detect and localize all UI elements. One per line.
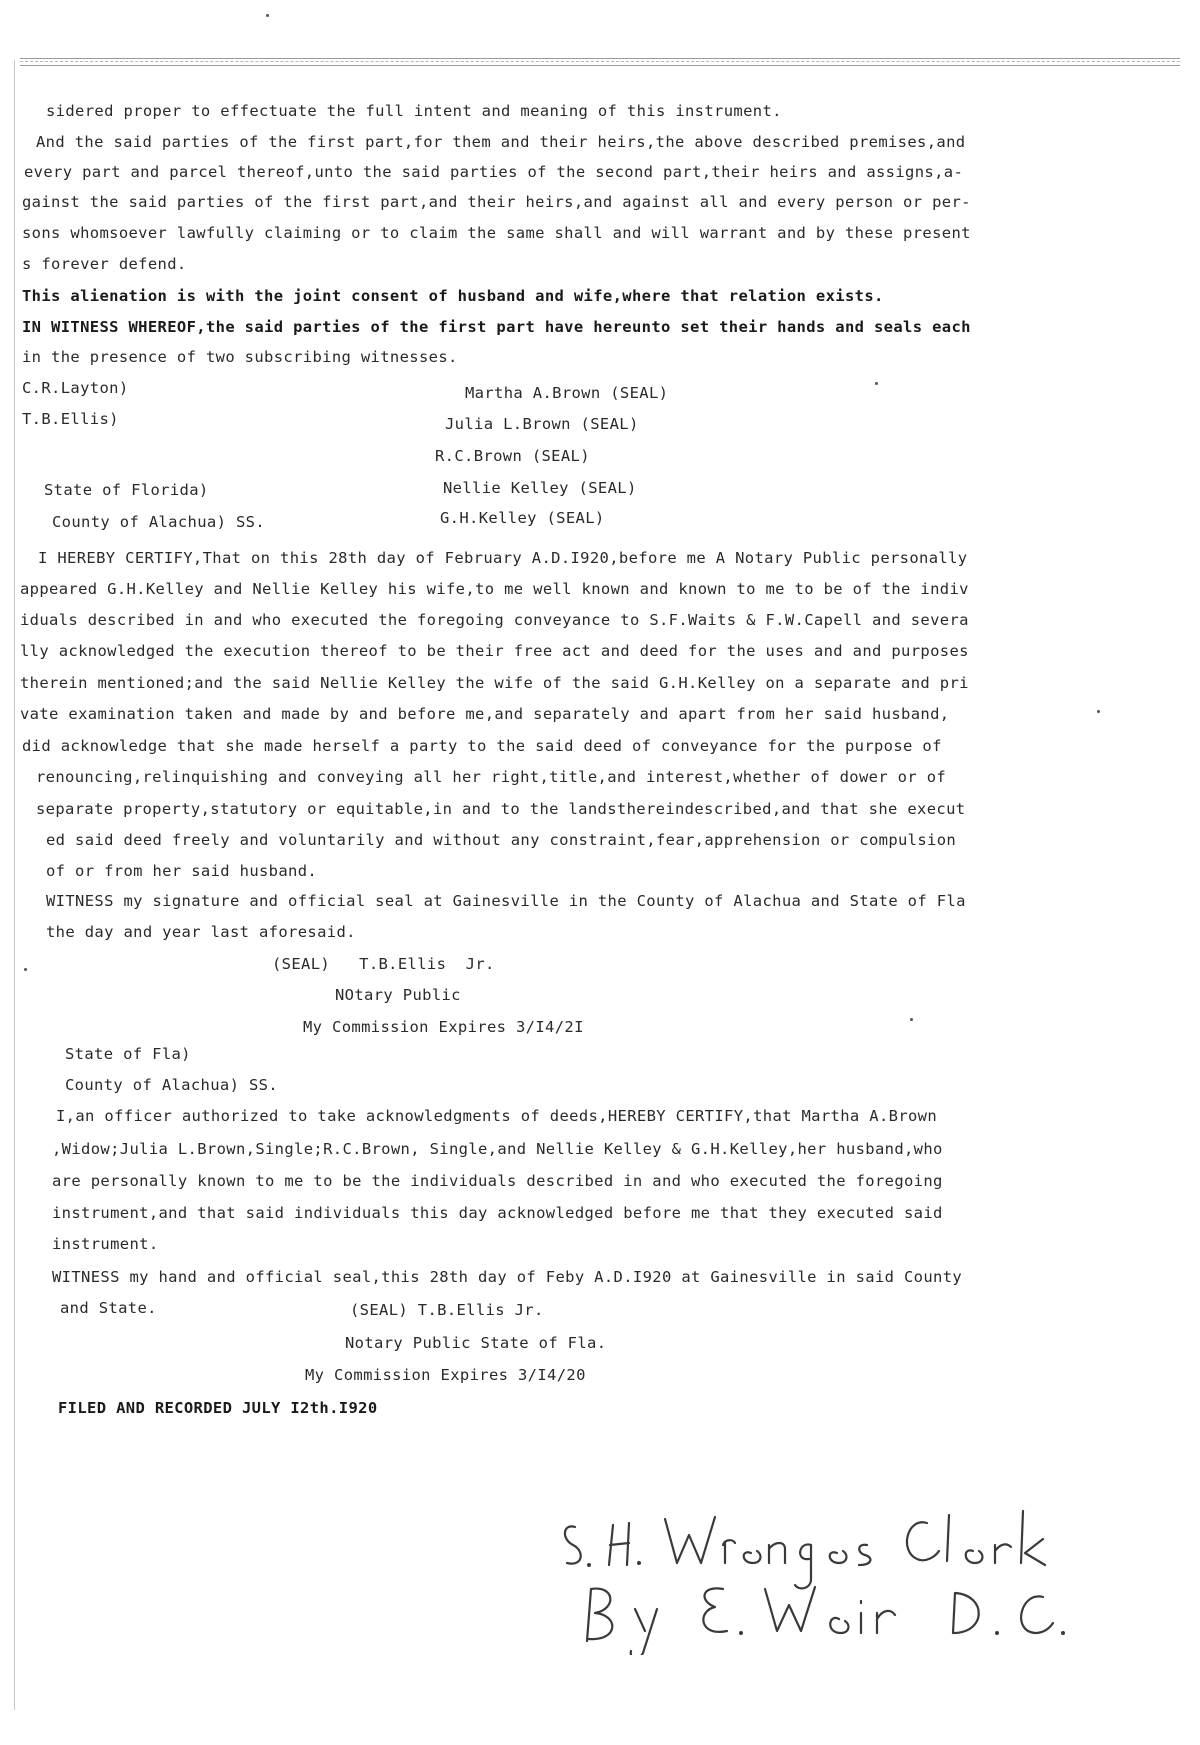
ack1-line: did acknowledge that she made herself a party to the said deed of conveyance for the purpose of (22, 737, 942, 755)
speck (24, 968, 27, 971)
ack1-line: separate property,statutory or equitable,in and to the landsthereindescribed,and that she execut (36, 800, 966, 818)
ack2-line: I,an officer authorized to take acknowledgments of deeds,HEREBY CERTIFY,that Martha A.Brown (56, 1107, 938, 1125)
speck (910, 1018, 913, 1021)
ack1-line: renouncing,relinquishing and conveying all her right,title,and interest,whether of dower or of (36, 768, 947, 786)
ack1-line: WITNESS my signature and official seal at Gainesville in the County of Alachua and State of Fla (46, 892, 966, 910)
deed-line: in the presence of two subscribing witnesses. (22, 348, 458, 366)
ack2-line: are personally known to me to be the individuals described in and who executed the foregoing (52, 1172, 943, 1190)
ack1-line: ed said deed freely and voluntarily and without any constraint,fear,apprehension or compulsion (46, 831, 957, 849)
ack1-notary-seal: (SEAL) T.B.Ellis Jr. (272, 955, 495, 973)
ack2-line: and State. (60, 1299, 157, 1317)
ack2-line: ,Widow;Julia L.Brown,Single;R.C.Brown, Single,and Nellie Kelley & G.H.Kelley,her husband,who (52, 1140, 943, 1158)
ack2-notary-title: Notary Public State of Fla. (345, 1334, 607, 1352)
ack1-line: appeared G.H.Kelley and Nellie Kelley his wife,to me well known and known to me to be of the indiv (20, 580, 969, 598)
filed-recorded: FILED AND RECORDED JULY I2th.I920 (58, 1399, 378, 1417)
deed-line: sidered proper to effectuate the full intent and meaning of this instrument. (46, 102, 782, 120)
ack1-line: the day and year last aforesaid. (46, 923, 356, 941)
speck (1097, 710, 1100, 713)
ack1-line: iduals described in and who executed the foregoing conveyance to S.F.Waits & F.W.Capell and severa (20, 611, 969, 629)
ack1-line: vate examination taken and made by and before me,and separately and apart from her said husband, (20, 705, 950, 723)
grantor-signature: G.H.Kelley (SEAL) (440, 509, 605, 527)
deed-line: gainst the said parties of the first part,and their heirs,and against all and every person or per- (22, 193, 971, 211)
ack2-county: County of Alachua) SS. (65, 1076, 278, 1094)
ack1-notary-title: NOtary Public (335, 986, 461, 1004)
ack2-state: State of Fla) (65, 1045, 191, 1063)
ack2-notary-seal: (SEAL) T.B.Ellis Jr. (350, 1301, 544, 1319)
ack2-line: instrument. (52, 1235, 159, 1253)
grantor-signature: Nellie Kelley (SEAL) (443, 479, 637, 497)
deed-line: every part and parcel thereof,unto the said parties of the second part,their heirs and assigns,a- (24, 163, 964, 181)
speck (266, 14, 269, 17)
grantor-signature: Martha A.Brown (SEAL) (465, 384, 669, 402)
ack1-commission: My Commission Expires 3/I4/2I (303, 1018, 584, 1036)
grantor-signature: Julia L.Brown (SEAL) (445, 415, 639, 433)
ack1-line: of or from her said husband. (46, 862, 318, 880)
deed-line: IN WITNESS WHEREOF,the said parties of the first part have hereunto set their hands and seals each (22, 318, 971, 336)
ack2-line: instrument,and that said individuals this day acknowledged before me that they executed said (52, 1204, 943, 1222)
speck (875, 382, 878, 385)
ack1-line: lly acknowledged the execution thereof to be their free act and deed for the uses and and purposes (20, 642, 969, 660)
deed-line: sons whomsoever lawfully claiming or to claim the same shall and will warrant and by these present (22, 224, 971, 242)
clerk-signature (555, 1505, 1075, 1655)
page-edge (14, 60, 15, 1710)
witness-name: C.R.Layton) (22, 379, 129, 397)
deed-line: And the said parties of the first part,for them and their heirs,the above described premises,and (36, 133, 966, 151)
ack1-county: County of Alachua) SS. (52, 513, 265, 531)
deed-line: s forever defend. (22, 255, 187, 273)
deed-line: This alienation is with the joint consent of husband and wife,where that relation exists. (22, 287, 884, 305)
ack2-commission: My Commission Expires 3/I4/20 (305, 1366, 586, 1384)
witness-name: T.B.Ellis) (22, 410, 119, 428)
ack1-line: I HEREBY CERTIFY,That on this 28th day of February A.D.I920,before me A Notary Public personally (38, 549, 968, 567)
ack1-line: therein mentioned;and the said Nellie Kelley the wife of the said G.H.Kelley on a separate and pri (20, 674, 969, 692)
ack2-line: WITNESS my hand and official seal,this 28th day of Feby A.D.I920 at Gainesville in said County (52, 1268, 963, 1286)
top-rule (20, 58, 1180, 66)
ack1-state: State of Florida) (44, 481, 209, 499)
grantor-signature: R.C.Brown (SEAL) (435, 447, 590, 465)
